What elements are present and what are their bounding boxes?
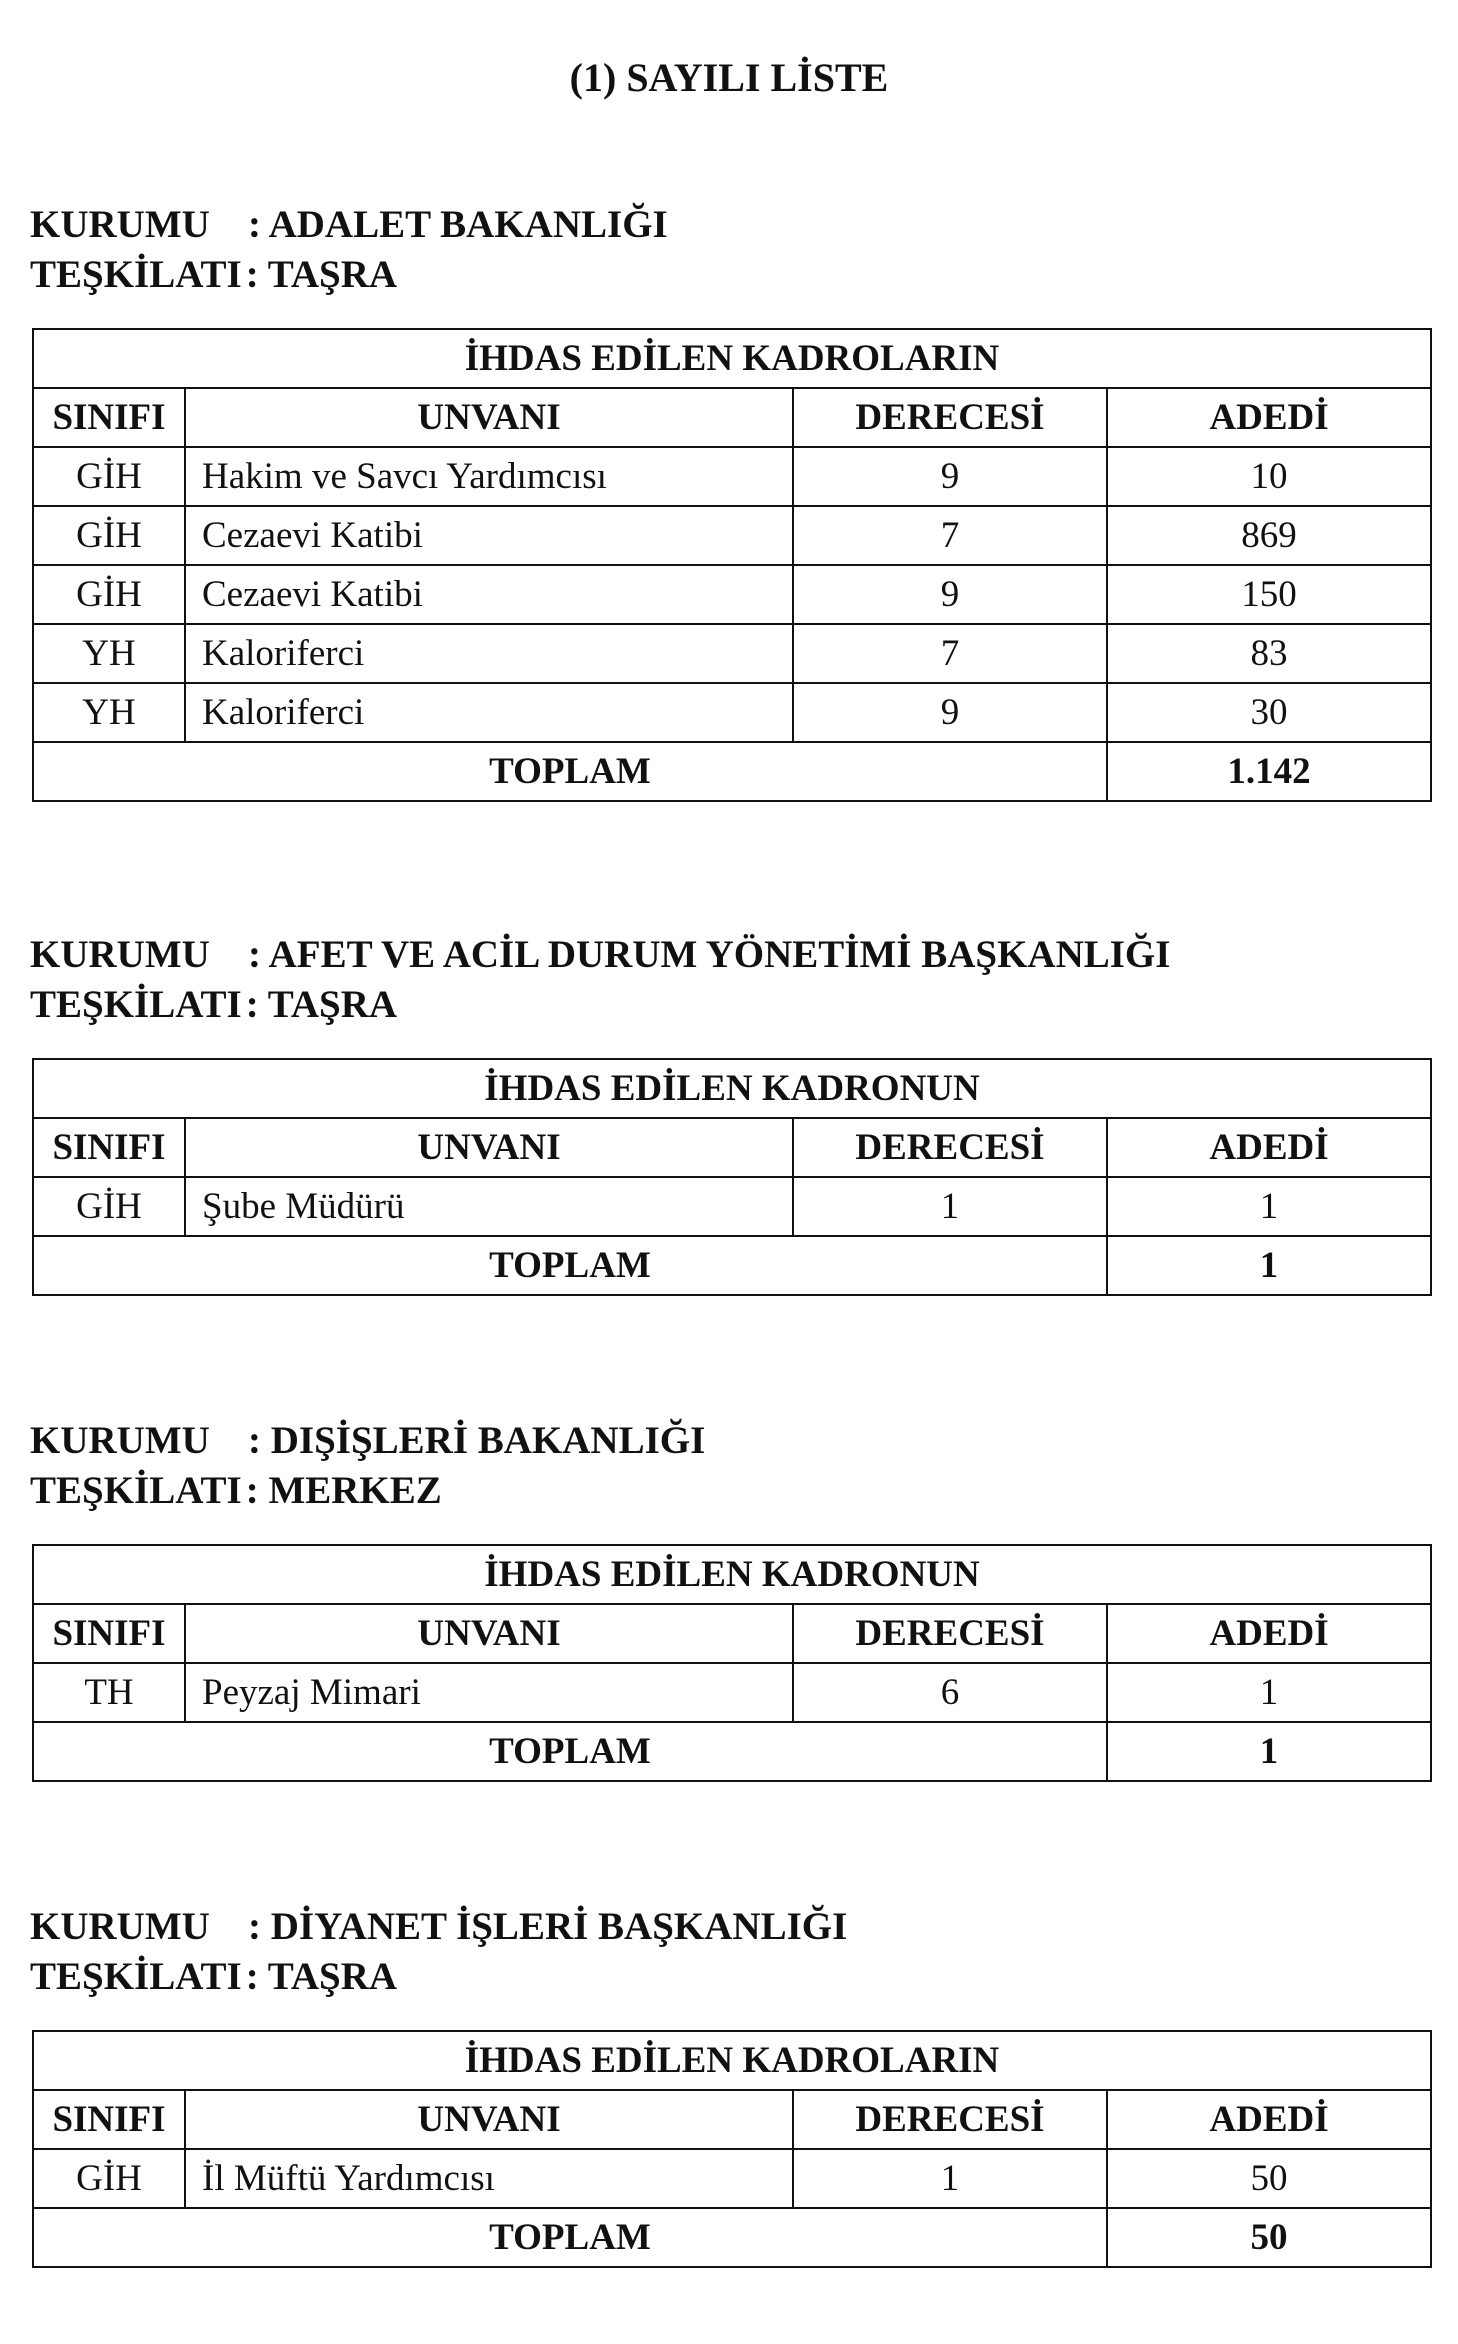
cell-derecesi: 9	[793, 447, 1107, 506]
cell-unvani: Cezaevi Katibi	[185, 565, 793, 624]
col-header-derecesi: DERECESİ	[793, 388, 1107, 447]
table-row	[33, 2149, 1431, 2208]
kurumu-value: : DIŞİŞLERİ BAKANLIĞI	[248, 1419, 706, 1462]
total-label: TOPLAM	[33, 2208, 1107, 2267]
header-row	[33, 388, 1431, 447]
cell-sinifi: TH	[33, 1663, 185, 1722]
cell-unvani: Hakim ve Savcı Yardımcısı	[185, 447, 793, 506]
cell-sinifi: GİH	[33, 1177, 185, 1236]
col-header-derecesi: DERECESİ	[793, 1604, 1107, 1663]
total-label: TOPLAM	[33, 1236, 1107, 1295]
cell-sinifi: GİH	[33, 506, 185, 565]
cell-adedi: 30	[1107, 683, 1431, 742]
total-label: TOPLAM	[33, 742, 1107, 801]
kurumu-line	[30, 1902, 1425, 1952]
table-title-row	[33, 1545, 1431, 1604]
kurumu-label: KURUMU	[30, 1905, 210, 1948]
cell-adedi: 83	[1107, 624, 1431, 683]
kurumu-label: KURUMU	[30, 203, 210, 246]
cell-derecesi: 1	[793, 2149, 1107, 2208]
kurumu-label: KURUMU	[30, 1419, 210, 1462]
institution-section	[30, 200, 1425, 802]
total-value: 1	[1107, 1722, 1431, 1781]
col-header-unvani: UNVANI	[185, 388, 793, 447]
cell-adedi: 1	[1107, 1177, 1431, 1236]
col-header-derecesi: DERECESİ	[793, 2090, 1107, 2149]
cell-derecesi: 1	[793, 1177, 1107, 1236]
cell-derecesi: 9	[793, 565, 1107, 624]
total-value: 1.142	[1107, 742, 1431, 801]
table-title-row	[33, 1059, 1431, 1118]
page-title: (1) SAYILI LİSTE	[569, 55, 889, 100]
cell-unvani: İl Müftü Yardımcısı	[185, 2149, 793, 2208]
table-title: İHDAS EDİLEN KADROLARIN	[33, 329, 1431, 388]
kurumu-line	[30, 1416, 1425, 1466]
cell-adedi: 150	[1107, 565, 1431, 624]
table-row	[33, 447, 1431, 506]
teskilati-line	[30, 1952, 1425, 2002]
teskilati-value: : MERKEZ	[245, 1469, 442, 1512]
teskilati-line	[30, 980, 1425, 1030]
table-title: İHDAS EDİLEN KADRONUN	[33, 1545, 1431, 1604]
col-header-adedi: ADEDİ	[1107, 388, 1431, 447]
table-row	[33, 1177, 1431, 1236]
total-label: TOPLAM	[33, 1722, 1107, 1781]
total-value: 1	[1107, 1236, 1431, 1295]
header-row	[33, 1604, 1431, 1663]
table-title: İHDAS EDİLEN KADROLARIN	[33, 2031, 1431, 2090]
cell-sinifi: YH	[33, 624, 185, 683]
cell-unvani: Cezaevi Katibi	[185, 506, 793, 565]
teskilati-value: : TAŞRA	[245, 983, 398, 1026]
col-header-adedi: ADEDİ	[1107, 2090, 1431, 2149]
kadro-table	[32, 328, 1432, 802]
kadro-table	[32, 1544, 1432, 1782]
cell-derecesi: 7	[793, 506, 1107, 565]
total-row	[33, 742, 1431, 801]
col-header-unvani: UNVANI	[185, 1118, 793, 1177]
cell-derecesi: 6	[793, 1663, 1107, 1722]
cell-unvani: Peyzaj Mimari	[185, 1663, 793, 1722]
cell-adedi: 869	[1107, 506, 1431, 565]
kurumu-value: : AFET VE ACİL DURUM YÖNETİMİ BAŞKANLIĞI	[248, 933, 1171, 976]
col-header-sinifi: SINIFI	[33, 1604, 185, 1663]
cell-sinifi: GİH	[33, 565, 185, 624]
institution-section	[30, 1416, 1425, 1782]
kurumu-label: KURUMU	[30, 933, 210, 976]
cell-sinifi: GİH	[33, 2149, 185, 2208]
col-header-sinifi: SINIFI	[33, 388, 185, 447]
table-row	[33, 565, 1431, 624]
total-row	[33, 1722, 1431, 1781]
header-row	[33, 2090, 1431, 2149]
col-header-unvani: UNVANI	[185, 2090, 793, 2149]
cell-sinifi: GİH	[33, 447, 185, 506]
col-header-sinifi: SINIFI	[33, 2090, 185, 2149]
teskilati-value: : TAŞRA	[245, 1955, 398, 1998]
total-value: 50	[1107, 2208, 1431, 2267]
cell-unvani: Kaloriferci	[185, 624, 793, 683]
cell-derecesi: 7	[793, 624, 1107, 683]
cell-sinifi: YH	[33, 683, 185, 742]
table-title-row	[33, 2031, 1431, 2090]
teskilati-value: : TAŞRA	[245, 253, 398, 296]
kurumu-line	[30, 930, 1425, 980]
teskilati-label: TEŞKİLATI	[30, 983, 242, 1026]
table-row	[33, 1663, 1431, 1722]
kurumu-value: : ADALET BAKANLIĞI	[248, 203, 668, 246]
total-row	[33, 2208, 1431, 2267]
table-title: İHDAS EDİLEN KADRONUN	[33, 1059, 1431, 1118]
institution-section	[30, 1902, 1425, 2268]
teskilati-line	[30, 1466, 1425, 1516]
teskilati-label: TEŞKİLATI	[30, 1469, 242, 1512]
total-row	[33, 1236, 1431, 1295]
table-title-row	[33, 329, 1431, 388]
cell-unvani: Şube Müdürü	[185, 1177, 793, 1236]
cell-unvani: Kaloriferci	[185, 683, 793, 742]
kadro-table	[32, 2030, 1432, 2268]
kurumu-line	[30, 200, 1425, 250]
cell-adedi: 50	[1107, 2149, 1431, 2208]
cell-derecesi: 9	[793, 683, 1107, 742]
header-row	[33, 1118, 1431, 1177]
kadro-table	[32, 1058, 1432, 1296]
teskilati-label: TEŞKİLATI	[30, 1955, 242, 1998]
col-header-unvani: UNVANI	[185, 1604, 793, 1663]
cell-adedi: 1	[1107, 1663, 1431, 1722]
institution-section	[30, 930, 1425, 1296]
col-header-derecesi: DERECESİ	[793, 1118, 1107, 1177]
table-row	[33, 683, 1431, 742]
teskilati-line	[30, 250, 1425, 300]
table-row	[33, 506, 1431, 565]
col-header-adedi: ADEDİ	[1107, 1118, 1431, 1177]
teskilati-label: TEŞKİLATI	[30, 253, 242, 296]
col-header-adedi: ADEDİ	[1107, 1604, 1431, 1663]
cell-adedi: 10	[1107, 447, 1431, 506]
col-header-sinifi: SINIFI	[33, 1118, 185, 1177]
table-row	[33, 624, 1431, 683]
kurumu-value: : DİYANET İŞLERİ BAŞKANLIĞI	[248, 1905, 848, 1948]
